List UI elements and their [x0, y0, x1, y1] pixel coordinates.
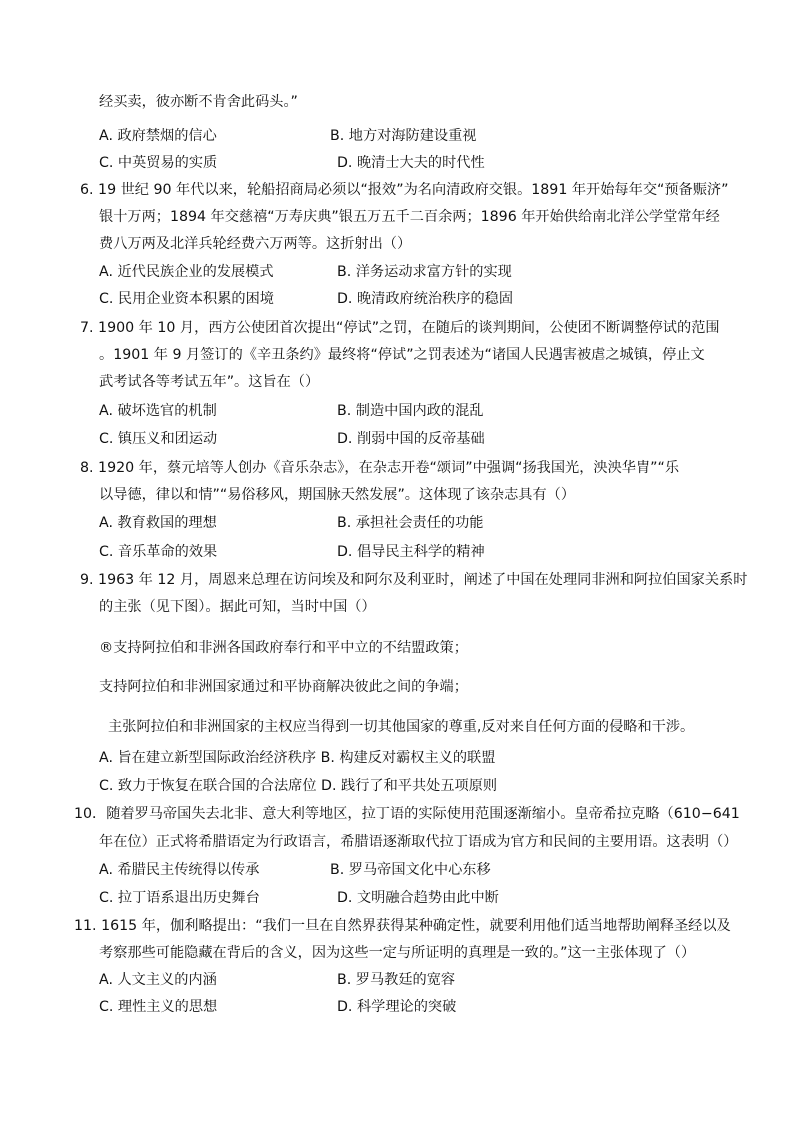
q6-option-a: A. 近代民族企业的发展模式 — [99, 264, 274, 280]
q10-option-c: C. 拉丁语系退出历史舞台 — [99, 890, 260, 906]
q8-stem-line2: 以导德，律以和情”“易俗移风，期国脉天然发展”。这体现了该杂志具有（） — [99, 487, 576, 503]
q7-option-b: B. 制造中国内政的混乱 — [337, 403, 484, 419]
q6-option-b: B. 洋务运动求富方针的实现 — [337, 264, 512, 280]
q5-option-c: C. 中英贸易的实质 — [99, 155, 218, 171]
q11-option-d: D. 科学理论的突破 — [337, 999, 457, 1015]
q6-option-d: D. 晚清政府统治秩序的稳固 — [337, 291, 514, 307]
q5-stem-end: 经买卖，彼亦断不肯舍此码头。” — [99, 94, 298, 110]
q7-stem-line1: 7. 1900 年 10 月，西方公使团首次提出“停试”之罚，在随后的谈判期间，公使团不断调整停试的范围 — [80, 320, 720, 336]
q6-option-c: C. 民用企业资本积累的困境 — [99, 291, 274, 307]
q11-stem-line1: 11. 1615 年，伽利略提出：“我们一旦在自然界获得某种确定性，就要利用他们适当地帮助阐释圣经以及 — [74, 918, 731, 934]
q10-stem-line2: 年在位）正式将希腊语定为行政语言，希腊语逐渐取代拉丁语成为官方和民间的主要用语。这表明（） — [99, 834, 738, 850]
q6-stem-line2: 银十万两；1894 年交慈禧“万寿庆典”银五万五千二百余两；1896 年开始供给南北洋公学堂常年经 — [99, 209, 720, 225]
q9-figure-point3: 主张阿拉伯和非洲国家的主权应当得到一切其他国家的尊重,反对来自任何方面的侵略和干涉。 — [108, 719, 695, 735]
q8-stem-line1: 8. 1920 年，蔡元培等人创办《音乐杂志》，在杂志开卷“颂词”中强调“扬我国光，泱泱华胄”“乐 — [80, 460, 680, 476]
q5-option-b: B. 地方对海防建设重视 — [330, 128, 477, 144]
q9-options-cd: C. 致力于恢复在联合国的合法席位 D. 践行了和平共处五项原则 — [99, 778, 498, 794]
q10-option-d: D. 文明融合趋势由此中断 — [337, 890, 499, 906]
q8-option-c: C. 音乐革命的效果 — [99, 544, 218, 560]
q9-figure-point2: 支持阿拉伯和非洲国家通过和平协商解决彼此之间的争端； — [99, 679, 468, 695]
q9-figure-point1: ®支持阿拉伯和非洲各国政府奉行和平中立的不结盟政策； — [99, 640, 468, 656]
q7-stem-line3: 武考试各等考试五年”。这旨在（） — [99, 374, 320, 390]
q7-option-c: C. 镇压义和团运动 — [99, 431, 218, 447]
q9-stem-line2: 的主张（见下图）。据此可知，当时中国（） — [99, 599, 376, 615]
q6-stem-line1: 6. 19 世纪 90 年代以来，轮船招商局必须以“报效”为名向清政府交银。1891 年开始每年交“预备赈济” — [80, 182, 729, 198]
q5-option-a: A. 政府禁烟的信心 — [99, 128, 217, 144]
q7-option-d: D. 削弱中国的反帝基础 — [337, 431, 485, 447]
q10-stem-line1: 10．随着罗马帝国失去北非、意大利等地区，拉丁语的实际使用范围逐渐缩小。皇帝希拉克略（610−641 — [74, 806, 740, 822]
q10-option-b: B. 罗马帝国文化中心东移 — [330, 862, 491, 878]
q6-stem-line3: 费八万两及北洋兵轮经费六万两等。这折射出（） — [99, 236, 412, 252]
q11-option-b: B. 罗马教廷的宽容 — [337, 972, 456, 988]
q7-stem-line2: 。1901 年 9 月签订的《辛丑条约》最终将“停试”之罚表述为“诸国人民遇害被虐之城镇，停止文 — [99, 347, 705, 363]
q11-option-c: C. 理性主义的思想 — [99, 999, 218, 1015]
q9-options-ab: A. 旨在建立新型国际政治经济秩序 B. 构建反对霸权主义的联盟 — [99, 750, 496, 766]
q8-option-d: D. 倡导民主科学的精神 — [337, 544, 485, 560]
q8-option-b: B. 承担社会责任的功能 — [337, 515, 484, 531]
q7-option-a: A. 破坏选官的机制 — [99, 403, 217, 419]
q11-option-a: A. 人文主义的内涵 — [99, 972, 217, 988]
q10-option-a: A. 希腊民主传统得以传承 — [99, 862, 260, 878]
q5-option-d: D. 晚清士大夫的时代性 — [337, 155, 485, 171]
q9-stem-line1: 9. 1963 年 12 月，周恩来总理在访问埃及和阿尔及利亚时，阐述了中国在处理同非洲和阿拉伯国家关系时 — [80, 572, 748, 588]
q8-option-a: A. 教育救国的理想 — [99, 515, 217, 531]
q11-stem-line2: 考察那些可能隐藏在背后的含义，因为这些一定与所证明的真理是一致的。”这一主张体现了（） — [99, 945, 696, 961]
